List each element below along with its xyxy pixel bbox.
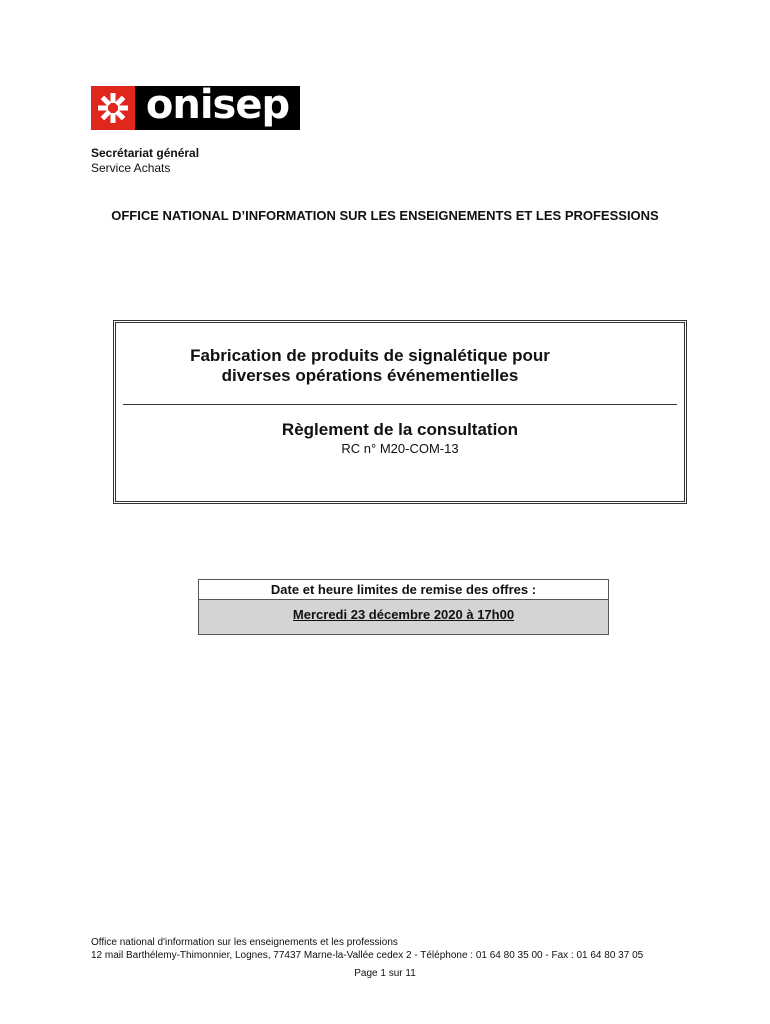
onisep-logo <box>91 82 300 130</box>
department-name: Secrétariat général <box>91 146 200 160</box>
service-name: Service Achats <box>91 161 171 175</box>
department-block <box>91 146 199 176</box>
logo-text: onisep <box>145 82 290 128</box>
document-title: Fabrication de produits de signalétique pour diverses opérations événementielles <box>190 346 550 385</box>
deadline-value: Mercredi 23 décembre 2020 à 17h00 <box>199 600 608 634</box>
deadline-heading: Date et heure limites de remise des offres : <box>199 580 608 600</box>
footer-organization: Office national d'information sur les enseignements et les professions <box>91 937 398 948</box>
title-box <box>113 320 687 504</box>
title-divider <box>123 404 677 405</box>
organization-name: OFFICE NATIONAL D’INFORMATION SUR LES ENSEIGNEMENTS ET LES PROFESSIONS <box>111 208 659 223</box>
document-subtitle: Règlement de la consultation <box>281 420 519 439</box>
footer-contact: 12 mail Barthélemy-Thimonnier, Lognes, 77437 Marne-la-Vallée cedex 2 - Téléphone : 01 64 80 35 00 - Fax : 01 64 80 37 05 <box>91 950 644 961</box>
deadline-table <box>198 579 609 635</box>
logo-wordmark <box>135 82 300 130</box>
consultation-reference: RC n° M20-COM-13 <box>341 441 459 456</box>
page-number: Page 1 sur 11 <box>354 968 416 979</box>
asterisk-icon <box>91 86 135 130</box>
footer-address <box>91 936 643 962</box>
